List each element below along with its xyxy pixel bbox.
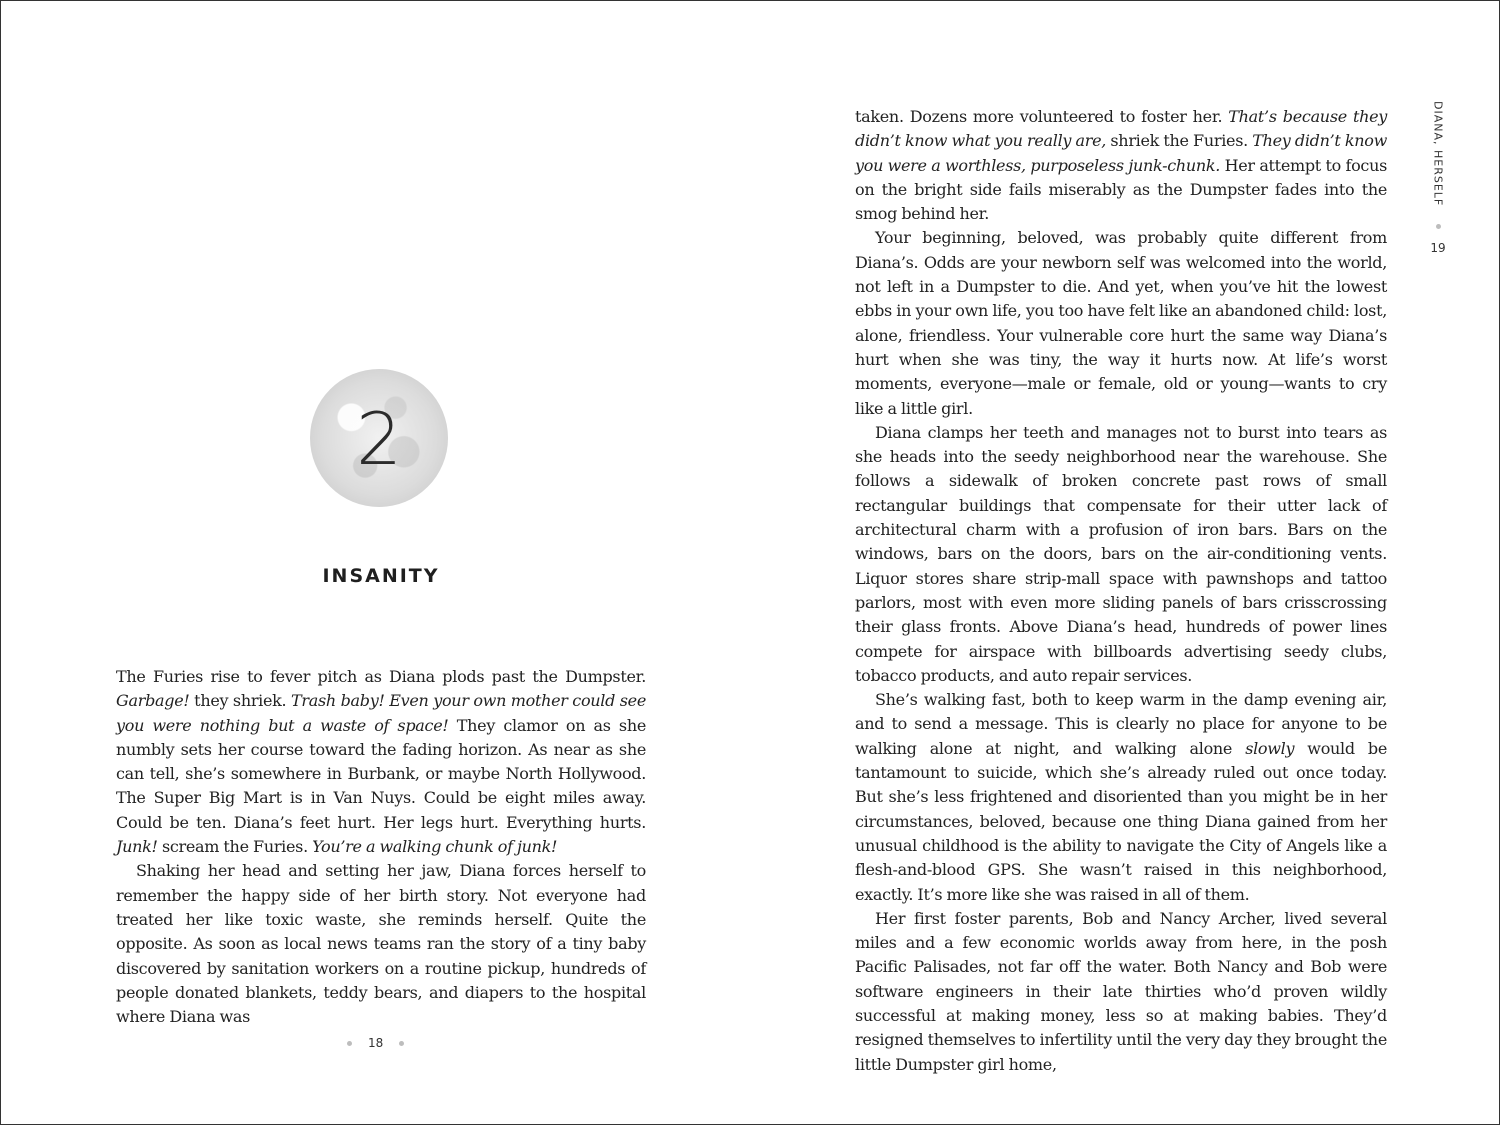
paragraph [855, 226, 1387, 420]
chapter-title: INSANITY [322, 565, 440, 587]
italic-text: You’re a walking chunk of junk! [312, 837, 558, 857]
text-run: would be tantamount to suicide, which she’s already ruled out once today. But she’s less frightened and disoriented than you might be in her circumstances, beloved, because one thing Diana gained from her unusual childhood is the ability to navigate the City of Angels like a flesh-and-blood GPS. She wasn’t raised in this neighborhood, exactly. It’s more like she was raised in all of them. [855, 738, 1387, 904]
left-page [1, 1, 751, 1124]
text-run: shriek the Furies. [1106, 131, 1253, 151]
text-run: Your beginning, beloved, was probably quite different from Diana’s. Odds are your newborn self was welcomed into the world, not left in a Dumpster to die. And yet, when you’ve hit the lowest ebbs in your own life, you too have felt like an abandoned child: lost, alone, friendless. Your vulnerable core hurt the same way Diana’s hurt when she was tiny, the way it hurts now. At life’s worst moments, everyone—male or female, old or young—wants to cry like a little girl. [855, 228, 1387, 418]
bullet-icon [347, 1041, 352, 1046]
bullet-icon [1436, 224, 1441, 229]
right-body-text [855, 105, 1387, 1077]
paragraph [855, 688, 1387, 907]
right-page [751, 1, 1500, 1124]
left-folio [347, 1036, 404, 1050]
paragraph [116, 859, 646, 1029]
text-run: taken. Dozens more volunteered to foster her. [855, 107, 1229, 126]
italic-text: That’s because they didn’t know what you really are, [855, 107, 1387, 151]
text-run: The Furies rise to fever pitch as Diana plods past the Dumpster. [116, 667, 646, 686]
paragraph [855, 105, 1387, 226]
moon-image [310, 369, 448, 507]
text-run: Her attempt to focus on the bright side fails miserably as the Dumpster fades into the smog behind her. [855, 155, 1387, 224]
paragraph [855, 907, 1387, 1077]
text-run: Diana clamps her teeth and manages not to burst into tears as she heads into the seedy neighborhood near the warehouse. She follows a sidewalk of broken concrete past rows of small rectangular buildings that compensate for their utter lack of architectural charm with a profusion of iron bars. Bars on the windows, bars on the doors, bars on the air-conditioning vents. Liquor stores share strip-mall space with pawnshops and tattoo parlors, most with even more sliding panels of bars crisscrossing their glass fronts. Above Diana’s head, hundreds of power lines compete for airspace with billboards advertising seedy clubs, tobacco products, and auto repair services. [855, 422, 1387, 685]
text-run: They clamor on as she numbly sets her course toward the fading horizon. As near as she can tell, she’s somewhere in Burbank, or maybe North Hollywood. The Super Big Mart is in Van Nuys. Could be eight miles away. Could be ten. Diana’s feet hurt. Her legs hurt. Everything hurts. [116, 715, 647, 832]
paragraph [116, 665, 646, 859]
chapter-number: 2 [356, 397, 402, 481]
italic-text: They didn’t know you were a worthless, purposeless junk-chunk. [855, 131, 1387, 175]
text-run: Shaking her head and setting her jaw, Diana forces herself to remember the happy side of her birth story. Not everyone had treated her like toxic waste, she reminds herself. Quite the opposite. As soon as local news teams ran the story of a tiny baby discovered by sanitation workers on a routine pickup, hundreds of people donated blankets, teddy bears, and diapers to the hospital where Diana was [116, 861, 646, 1027]
left-body-text [116, 665, 646, 1029]
text-run: She’s walking fast, both to keep warm in the damp evening air, and to send a message. This is clearly no place for anyone to be walking alone at night, and walking alone [855, 690, 1387, 758]
text-run: scream the Furies. [157, 837, 313, 857]
italic-text: Junk! [116, 837, 158, 857]
running-head [1427, 101, 1449, 255]
paragraph [855, 421, 1387, 688]
text-run: Her first foster parents, Bob and Nancy Archer, lived several miles and a few economic worlds away from here, in the posh Pacific Palisades, not far off the water. Both Nancy and Bob were software engineers in their late thirties who’d proven wildly successful at making money, less so at making babies. They’d resigned themselves to infertility until the very day they brought the little Dumpster girl home, [855, 908, 1387, 1074]
left-page-number: 18 [368, 1036, 384, 1050]
italic-text: Trash baby! Even your own mother could see you were nothing but a waste of space! [116, 691, 646, 735]
right-page-number: 19 [1430, 241, 1446, 256]
italic-text: slowly [1245, 738, 1295, 758]
bullet-icon [399, 1041, 404, 1046]
text-run: they shriek. [189, 691, 292, 711]
running-head-title: DIANA, HERSELF [1431, 101, 1445, 207]
italic-text: Garbage! [116, 691, 190, 711]
